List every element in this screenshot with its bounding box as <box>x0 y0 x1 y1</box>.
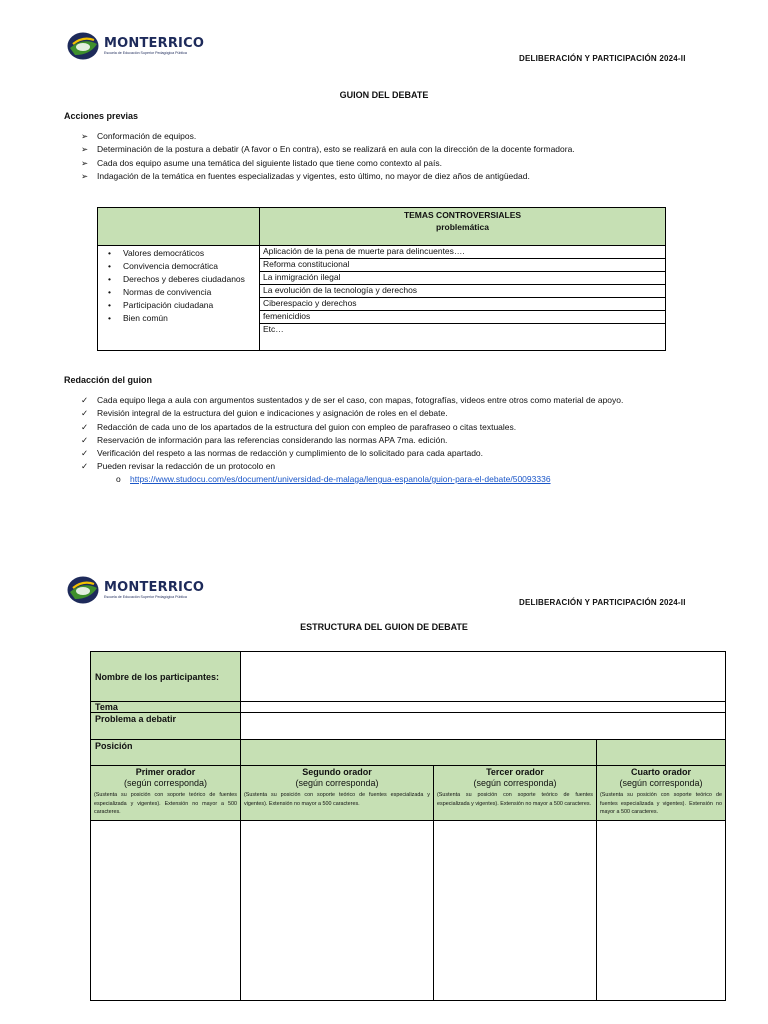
list-item: ✓ Redacción de cada uno de los apartados de la estructura del guion con empleo de parafraseo o citas textuales. <box>81 421 623 434</box>
problema-label: Problema a debatir <box>91 713 241 740</box>
logo-subtitle: Escuela de Educación Superior Pedagógica Pública <box>104 50 187 55</box>
course-header: DELIBERACIÓN Y PARTICIPACIÓN 2024-II <box>519 54 686 63</box>
protocol-link[interactable]: https://www.studocu.com/es/document/universidad-de-malaga/lengua-espanola/guion-para-el-debate/50093336 <box>130 474 551 484</box>
checkmark-icon: ✓ <box>81 395 89 405</box>
acciones-heading: Acciones previas <box>64 111 139 121</box>
logo-name: MONTERRICO <box>104 579 205 595</box>
checkmark-icon: ✓ <box>81 408 89 419</box>
checkmark-icon: ✓ <box>81 448 89 459</box>
list-item: ➢ Determinación de la postura a debatir (A favor o En contra), esto se realizará en aula con la dirección de la docente formadora. <box>81 143 575 156</box>
page2-title: ESTRUCTURA DEL GUION DE DEBATE <box>300 622 468 632</box>
list-item: ➢ Conformación de equipos. <box>81 130 575 143</box>
checkmark-icon: ✓ <box>81 421 89 432</box>
temas-table <box>97 207 666 351</box>
posicion-field-a[interactable] <box>241 740 597 766</box>
orador-header: Segundo orador (según corresponda) (Sustenta su posición con soporte teórico de fuentes especializada y vigentes). Extensión no mayor a 500 caracteres. <box>241 766 434 821</box>
topic-cell: Ciberespacio y derechos <box>260 298 666 311</box>
logo-subtitle: Escuela de Educación Superior Pedagógica Pública <box>104 594 187 599</box>
orador-header: Primer orador (según corresponda) (Sustenta su posición con soporte teórico de fuentes especializada y vigentes). Extensión no mayor a 500 caracteres. <box>91 766 241 821</box>
course-header-page2: DELIBERACIÓN Y PARTICIPACIÓN 2024-II <box>519 598 686 607</box>
list-item: • Bien común <box>108 313 168 323</box>
redaccion-list <box>81 394 623 474</box>
list-item: • Convivencia democrática <box>108 261 218 271</box>
arrow-bullet-icon: ➢ <box>81 170 89 181</box>
topic-cell: Aplicación de la pena de muerte para delincuentes…. <box>260 246 666 259</box>
list-item: • Valores democráticos <box>108 248 205 258</box>
arrow-bullet-icon: ➢ <box>81 157 89 168</box>
redaccion-heading: Redacción del guion <box>64 375 153 385</box>
checkmark-icon: ✓ <box>81 434 89 445</box>
table-header-empty <box>98 208 260 246</box>
orador-header: Cuarto orador (según corresponda) (Sustenta su posición con soporte teórico de fuentes especializada y vigentes). Extensión no mayor a 500 caracteres. <box>597 766 726 821</box>
participantes-field[interactable] <box>241 652 726 702</box>
page-title: GUION DEL DEBATE <box>339 90 429 100</box>
arrow-bullet-icon: ➢ <box>81 131 89 141</box>
list-item: ✓ Reservación de información para las referencias considerando las normas APA 7ma. edición. <box>81 434 623 447</box>
list-item: • Normas de convivencia <box>108 287 212 297</box>
list-item: ✓ Pueden revisar la redacción de un protocolo en <box>81 460 623 473</box>
school-logo <box>66 31 204 61</box>
arrow-bullet-icon: ➢ <box>81 144 89 155</box>
protocol-link-row <box>116 474 551 484</box>
tema-field[interactable] <box>241 702 726 713</box>
posicion-field-b[interactable] <box>597 740 726 766</box>
values-cell <box>98 246 260 351</box>
tema-label: Tema <box>91 702 241 713</box>
posicion-label: Posición <box>91 740 241 766</box>
list-item: ✓ Verificación del respeto a las normas de redacción y cumplimiento de lo solicitado para cada apartado. <box>81 447 623 460</box>
orador-header: Tercer orador (según corresponda) (Sustenta su posición con soporte teórico de fuentes especializada y vigentes). Extensión no mayor a 500 caracteres. <box>434 766 597 821</box>
list-item: • Participación ciudadana <box>108 300 214 310</box>
logo-name: MONTERRICO <box>104 35 205 51</box>
monterrico-emblem-icon <box>66 575 100 605</box>
list-item: ✓ Revisión integral de la estructura del guion e indicaciones y asignación de roles en el debate. <box>81 407 623 420</box>
topic-cell: Reforma constitucional <box>260 259 666 272</box>
list-item: ✓ Cada equipo llega a aula con argumentos sustentados y de ser el caso, con mapas, fotografías, videos entre otros como material de apoyo. <box>81 394 623 407</box>
checkmark-icon: ✓ <box>81 461 89 472</box>
list-item: • Derechos y deberes ciudadanos <box>108 274 245 284</box>
orador-content-field[interactable] <box>241 821 434 1001</box>
participantes-label: Nombre de los participantes: <box>91 652 241 702</box>
values-list <box>101 247 256 325</box>
temas-header: TEMAS CONTROVERSIALES problemática <box>260 208 666 246</box>
orador-content-field[interactable] <box>434 821 597 1001</box>
orador-content-field[interactable] <box>597 821 726 1001</box>
topic-cell: femenicidios <box>260 311 666 324</box>
acciones-list <box>81 130 575 183</box>
estructura-table <box>90 651 726 1001</box>
school-logo-page2 <box>66 575 204 605</box>
list-item: ➢ Indagación de la temática en fuentes especializadas y vigentes, esto último, no mayor de diez años de antigüedad. <box>81 170 575 183</box>
problema-field[interactable] <box>241 713 726 740</box>
circle-bullet-icon: o <box>116 474 121 484</box>
orador-content-field[interactable] <box>91 821 241 1001</box>
list-item: ➢ Cada dos equipo asume una temática del siguiente listado que tiene como contexto al país. <box>81 157 575 170</box>
monterrico-emblem-icon <box>66 31 100 61</box>
topic-cell: La evolución de la tecnología y derechos <box>260 285 666 298</box>
topic-cell: Etc… <box>260 324 666 351</box>
topic-cell: La inmigración ilegal <box>260 272 666 285</box>
